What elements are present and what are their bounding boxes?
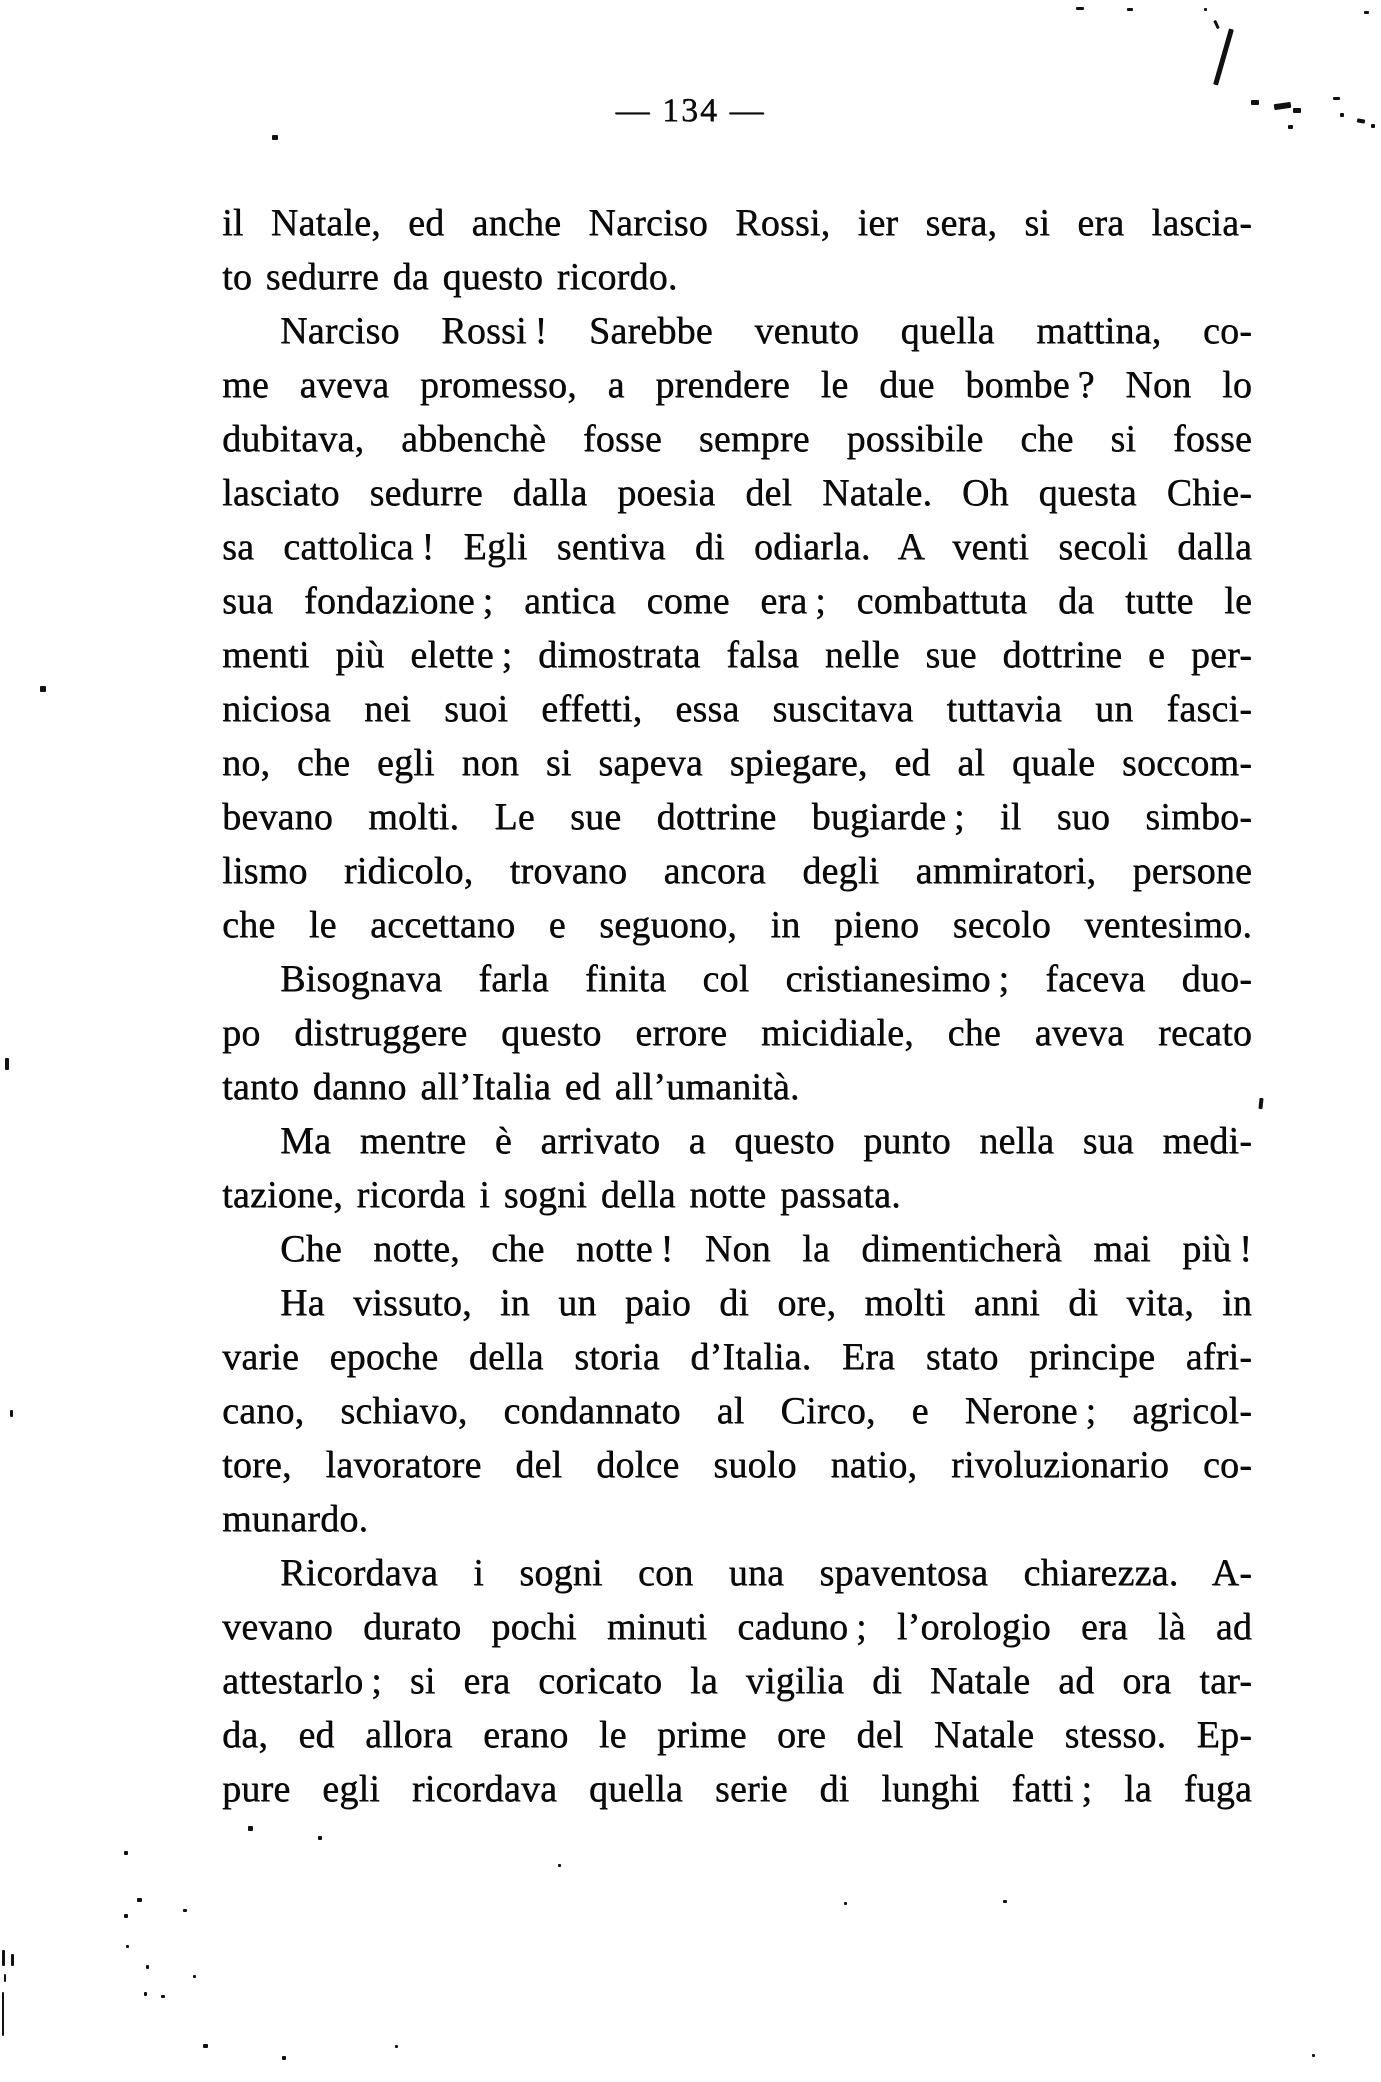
text-line: tazione, ricorda i sogni della notte passata.: [222, 1174, 901, 1216]
text-line: da, ed allora erano le prime ore del Natale stesso. Ep-: [222, 1714, 1252, 1756]
scan-speck: [11, 1954, 14, 1966]
scan-speck: [395, 2045, 398, 2048]
scan-speck: [1127, 8, 1133, 11]
text-line: Narciso Rossi ! Sarebbe venuto quella mattina, co-: [280, 310, 1252, 352]
text-line: lasciato sedurre dalla poesia del Natale. Oh questa Chie-: [222, 472, 1252, 514]
scan-speck: [1204, 8, 1207, 11]
scan-speck: [844, 1902, 847, 1905]
scan-speck: [2, 1992, 4, 2036]
text-line: to sedurre da questo ricordo.: [222, 256, 678, 298]
scan-speck: [124, 1851, 128, 1855]
text-line: Ha vissuto, in un paio di ore, molti anni di vita, in: [280, 1282, 1252, 1324]
scan-speck: [146, 1965, 149, 1969]
page-number-header: — 134 —: [615, 92, 766, 129]
scan-speck: [1364, 11, 1369, 14]
scan-speck: [282, 2056, 286, 2060]
scan-speck: [124, 1914, 128, 1918]
scan-speck: [10, 1410, 13, 1417]
scan-speck: [1076, 7, 1084, 10]
scan-speck: [137, 1898, 142, 1902]
scan-speck: [1213, 28, 1234, 85]
text-line: tanto danno all’Italia ed all’umanità.: [222, 1066, 800, 1108]
scan-speck: [1258, 1098, 1263, 1109]
page-body: [222, 196, 1252, 1816]
text-line: cano, schiavo, condannato al Circo, e Nerone ; agricol-: [222, 1390, 1252, 1432]
text-line: dubitava, abbenchè fosse sempre possibile che si fosse: [222, 418, 1252, 460]
scan-speck: [126, 1945, 129, 1948]
scan-speck: [318, 1836, 322, 1840]
text-line: me aveva promesso, a prendere le due bombe ? Non lo: [222, 364, 1252, 406]
scan-speck: [5, 1058, 9, 1070]
scan-speck: [1340, 113, 1344, 117]
text-line: sua fondazione ; antica come era ; combattuta da tutte le: [222, 580, 1252, 622]
text-line: il Natale, ed anche Narciso Rossi, ier sera, si era lascia-: [222, 202, 1252, 244]
text-line: pure egli ricordava quella serie di lunghi fatti ; la fuga: [222, 1768, 1252, 1810]
scan-speck: [161, 1995, 165, 1998]
text-line: che le accettano e seguono, in pieno secolo ventesimo.: [222, 904, 1252, 946]
text-line: po distruggere questo errore micidiale, che aveva recato: [222, 1012, 1252, 1054]
text-line: attestarlo ; si era coricato la vigilia di Natale ad ora tar-: [222, 1660, 1252, 1702]
text-line: Ma mentre è arrivato a questo punto nella sua medi-: [280, 1120, 1252, 1162]
text-line: sa cattolica ! Egli sentiva di odiarla. A venti secoli dalla: [222, 526, 1252, 568]
text-line: Che notte, che notte ! Non la dimenticherà mai più !: [280, 1228, 1252, 1270]
scan-speck: [4, 1974, 6, 1982]
scan-speck: [248, 1826, 253, 1831]
scan-speck: [1251, 100, 1259, 105]
scan-speck: [183, 1909, 187, 1912]
text-line: Ricordava i sogni con una spaventosa chiarezza. A-: [280, 1552, 1252, 1594]
text-line: lismo ridicolo, trovano ancora degli ammiratori, persone: [222, 850, 1252, 892]
scan-speck: [144, 1992, 147, 1996]
text-line: varie epoche della storia d’Italia. Era stato principe afri-: [222, 1336, 1252, 1378]
text-line: munardo.: [222, 1498, 369, 1540]
scan-speck: [1003, 1900, 1007, 1903]
scan-speck: [1371, 124, 1375, 128]
text-line: no, che egli non si sapeva spiegare, ed al quale soccom-: [222, 742, 1252, 784]
scan-speck: [558, 1864, 561, 1867]
text-line: vevano durato pochi minuti caduno ; l’orologio era là ad: [222, 1606, 1252, 1648]
scan-speck: [1293, 108, 1301, 113]
scan-speck: [1312, 2054, 1315, 2057]
scan-speck: [2, 1950, 5, 1966]
scan-speck: [1288, 125, 1293, 129]
scan-speck: [40, 686, 46, 692]
scan-speck: [272, 135, 278, 140]
scan-speck: [193, 1975, 196, 1978]
scan-speck: [1213, 20, 1220, 29]
text-line: tore, lavoratore del dolce suolo natio, rivoluzionario co-: [222, 1444, 1252, 1486]
text-line: Bisognava farla finita col cristianesimo ; faceva duo-: [280, 958, 1252, 1000]
scan-speck: [203, 2044, 208, 2048]
scan-speck: [1333, 97, 1340, 100]
text-line: menti più elette ; dimostrata falsa nelle sue dottrine e per-: [222, 634, 1252, 676]
text-line: bevano molti. Le sue dottrine bugiarde ; il suo simbo-: [222, 796, 1252, 838]
text-line: niciosa nei suoi effetti, essa suscitava tuttavia un fasci-: [222, 688, 1252, 730]
